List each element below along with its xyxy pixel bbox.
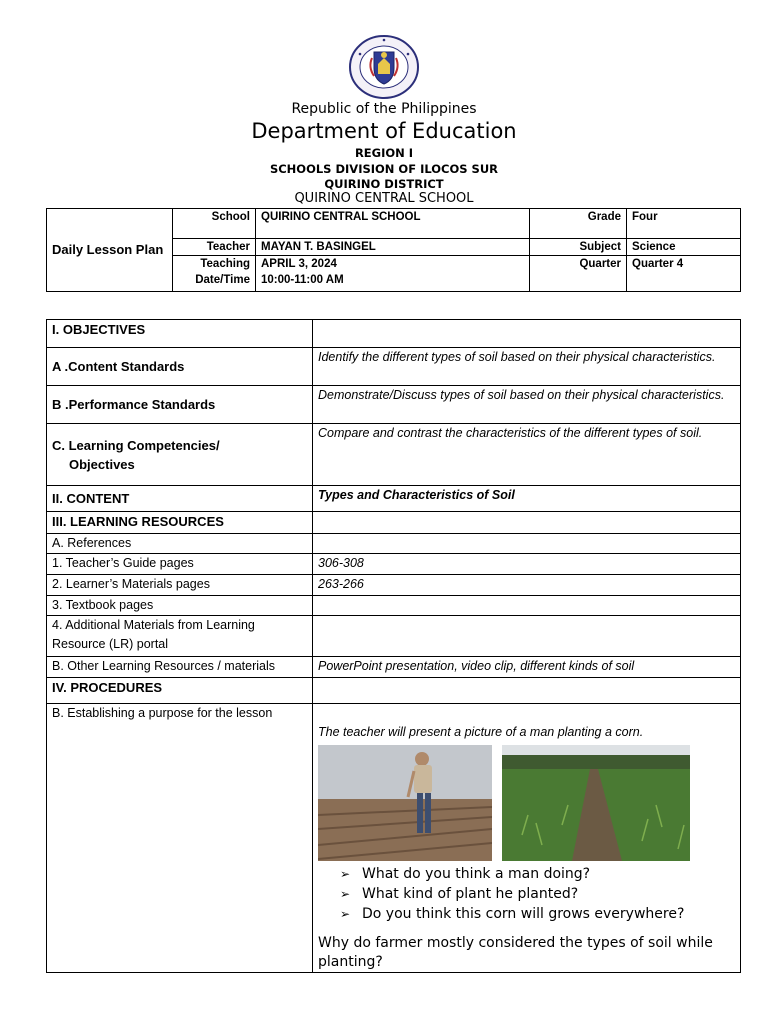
deped-seal-logo xyxy=(348,34,420,100)
school-value: QUIRINO CENTRAL SCHOOL xyxy=(256,209,530,239)
content-heading: II. CONTENT xyxy=(47,486,313,512)
learners-materials-value: 263-266 xyxy=(313,575,741,596)
competencies-label-line2: Objectives xyxy=(69,456,135,472)
question-text: What do you think a man doing? xyxy=(362,866,591,882)
resources-cell xyxy=(313,512,741,534)
division-text: SCHOOLS DIVISION OF ILOCOS SUR xyxy=(269,162,499,176)
procedures-heading: IV. PROCEDURES xyxy=(47,678,313,704)
arrow-bullet-icon: ➢ xyxy=(340,907,351,921)
content-standards-value: Identify the different types of soil based on their physical characteristics. xyxy=(313,348,741,386)
teacher-value: MAYAN T. BASINGEL xyxy=(256,239,530,256)
datetime-label: Date/Time xyxy=(195,274,250,286)
region-text: REGION I xyxy=(354,146,414,160)
teacher-label: Teacher xyxy=(173,239,256,256)
references-label: A. References xyxy=(47,534,313,554)
list-item xyxy=(340,904,735,924)
content-standards-label: A .Content Standards xyxy=(47,348,313,386)
question-text: What kind of plant he planted? xyxy=(362,886,579,902)
teachers-guide-value: 306-308 xyxy=(313,554,741,575)
corn-field-image xyxy=(502,745,690,861)
objectives-heading: I. OBJECTIVES xyxy=(47,320,313,348)
textbook-label: 3. Textbook pages xyxy=(47,596,313,616)
procedures-cell xyxy=(313,678,741,704)
question-list xyxy=(318,864,735,924)
subject-value: Science xyxy=(627,239,741,256)
school-text: QUIRINO CENTRAL SCHOOL xyxy=(294,191,474,206)
date-value: APRIL 3, 2024 xyxy=(261,258,337,270)
grade-label: Grade xyxy=(530,209,627,239)
final-question: Why do farmer mostly considered the types of soil while planting? xyxy=(318,935,713,970)
purpose-label: B. Establishing a purpose for the lesson xyxy=(47,704,313,973)
performance-standards-value: Demonstrate/Discuss types of soil based on their physical characteristics. xyxy=(313,386,741,424)
school-label: School xyxy=(173,209,256,239)
list-item xyxy=(340,884,735,904)
list-item xyxy=(340,864,735,884)
question-text: Do you think this corn will grows everywhere? xyxy=(362,906,685,922)
department-title: Department of Education xyxy=(251,119,517,143)
content-value: Types and Characteristics of Soil xyxy=(313,486,741,512)
district-text: QUIRINO DISTRICT xyxy=(324,177,444,191)
datetime-value xyxy=(256,256,530,292)
arrow-bullet-icon: ➢ xyxy=(340,867,351,881)
teachers-guide-label: 1. Teacher’s Guide pages xyxy=(47,554,313,575)
objectives-cell xyxy=(313,320,741,348)
lesson-plan-table xyxy=(46,319,741,973)
picture-row xyxy=(318,745,735,861)
lesson-info-table xyxy=(46,208,741,292)
other-resources-label: B. Other Learning Resources / materials xyxy=(47,657,313,678)
other-resources-value: PowerPoint presentation, video clip, different kinds of soil xyxy=(313,657,741,678)
teaching-datetime-label xyxy=(173,256,256,292)
resources-heading: III. LEARNING RESOURCES xyxy=(47,512,313,534)
quarter-value: Quarter 4 xyxy=(627,256,741,292)
quarter-label: Quarter xyxy=(530,256,627,292)
references-cell xyxy=(313,534,741,554)
subject-label: Subject xyxy=(530,239,627,256)
dlp-title: Daily Lesson Plan xyxy=(47,209,173,292)
performance-standards-label: B .Performance Standards xyxy=(47,386,313,424)
teaching-label: Teaching xyxy=(200,258,250,270)
farmer-field-image xyxy=(318,745,492,861)
competencies-value: Compare and contrast the characteristics of the different types of soil. xyxy=(313,424,741,486)
grade-value: Four xyxy=(627,209,741,239)
competencies-label xyxy=(47,424,313,486)
additional-materials-label: 4. Additional Materials from Learning Resource (LR) portal xyxy=(47,616,313,657)
arrow-bullet-icon: ➢ xyxy=(340,887,351,901)
purpose-intro: The teacher will present a picture of a man planting a corn. xyxy=(318,725,644,739)
textbook-value xyxy=(313,596,741,616)
purpose-content xyxy=(313,704,741,973)
republic-text: Republic of the Philippines xyxy=(291,101,477,117)
competencies-label-line1: C. Learning Competencies/ xyxy=(52,437,220,453)
learners-materials-label: 2. Learner’s Materials pages xyxy=(47,575,313,596)
time-value: 10:00-11:00 AM xyxy=(261,274,344,286)
additional-materials-value xyxy=(313,616,741,657)
